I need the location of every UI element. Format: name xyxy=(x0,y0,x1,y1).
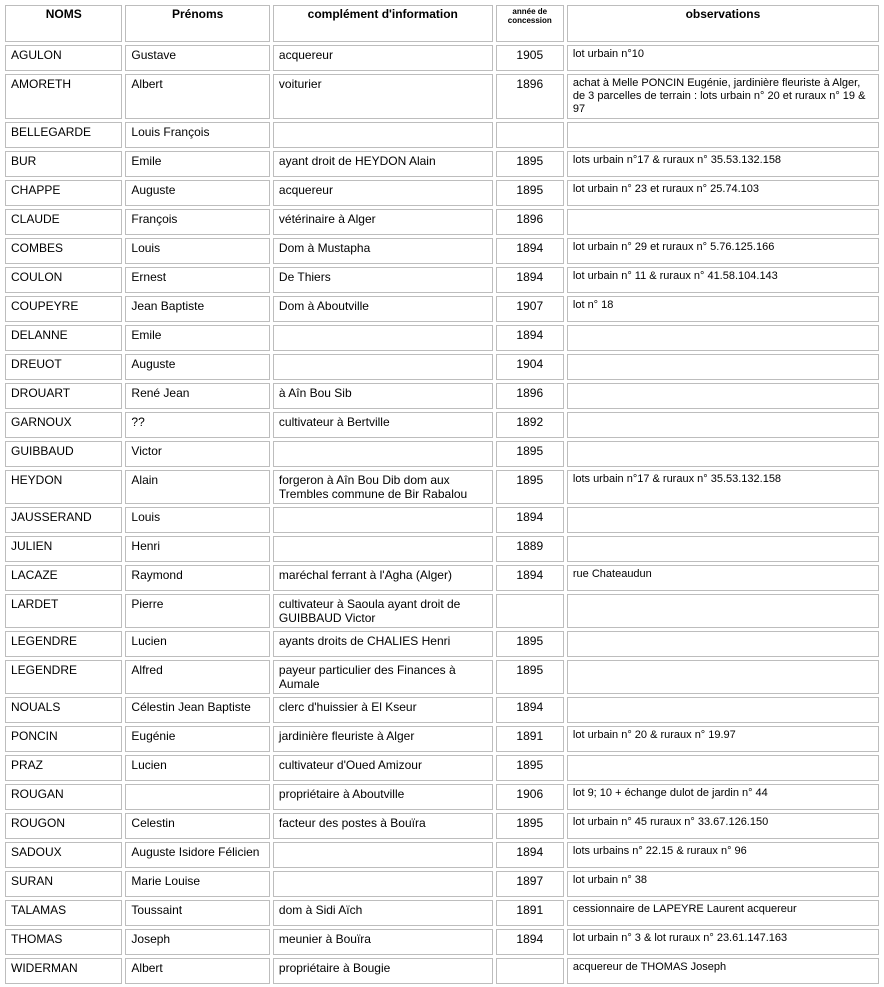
table-row xyxy=(5,813,879,839)
cell-annee: 1894 xyxy=(496,697,564,723)
cell-annee: 1894 xyxy=(496,238,564,264)
table-row xyxy=(5,180,879,206)
cell-prenom: René Jean xyxy=(125,383,270,409)
cell-nom: SADOUX xyxy=(5,842,122,868)
cell-prenom: Lucien xyxy=(125,631,270,657)
cell-nom: CLAUDE xyxy=(5,209,122,235)
cell-nom: TALAMAS xyxy=(5,900,122,926)
cell-observations: lot urbain n° 29 et ruraux n° 5.76.125.166 xyxy=(567,238,879,264)
cell-complement: voiturier xyxy=(273,74,493,119)
cell-prenom: ?? xyxy=(125,412,270,438)
table-row xyxy=(5,697,879,723)
cell-observations xyxy=(567,594,879,628)
cell-annee: 1891 xyxy=(496,900,564,926)
cell-nom: LEGENDRE xyxy=(5,631,122,657)
table-row xyxy=(5,871,879,897)
cell-complement: cultivateur à Bertville xyxy=(273,412,493,438)
cell-prenom: Célestin Jean Baptiste xyxy=(125,697,270,723)
cell-nom: COULON xyxy=(5,267,122,293)
cell-complement: De Thiers xyxy=(273,267,493,293)
cell-complement: maréchal ferrant à l'Agha (Alger) xyxy=(273,565,493,591)
cell-complement: vétérinaire à Alger xyxy=(273,209,493,235)
cell-observations: lot 9; 10 + échange dulot de jardin n° 44 xyxy=(567,784,879,810)
cell-prenom: Louis François xyxy=(125,122,270,148)
cell-complement xyxy=(273,842,493,868)
cell-observations xyxy=(567,354,879,380)
cell-observations xyxy=(567,631,879,657)
cell-complement: acquereur xyxy=(273,180,493,206)
cell-nom: DREUOT xyxy=(5,354,122,380)
cell-annee: 1896 xyxy=(496,383,564,409)
cell-observations: lot urbain n° 11 & ruraux n° 41.58.104.143 xyxy=(567,267,879,293)
cell-annee: 1895 xyxy=(496,813,564,839)
cell-nom: PRAZ xyxy=(5,755,122,781)
cell-annee: 1895 xyxy=(496,151,564,177)
cell-annee: 1897 xyxy=(496,871,564,897)
table-row xyxy=(5,296,879,322)
cell-complement xyxy=(273,354,493,380)
cell-observations xyxy=(567,507,879,533)
cell-observations xyxy=(567,536,879,562)
cell-nom: GUIBBAUD xyxy=(5,441,122,467)
table-row xyxy=(5,755,879,781)
cell-complement xyxy=(273,871,493,897)
cell-prenom: Joseph xyxy=(125,929,270,955)
cell-nom: LARDET xyxy=(5,594,122,628)
cell-annee xyxy=(496,958,564,984)
table-row xyxy=(5,354,879,380)
cell-complement: forgeron à Aîn Bou Dib dom aux Trembles commune de Bir Rabalou xyxy=(273,470,493,504)
cell-complement: ayant droit de HEYDON Alain xyxy=(273,151,493,177)
cell-observations: lot urbain n° 23 et ruraux n° 25.74.103 xyxy=(567,180,879,206)
table-row xyxy=(5,470,879,504)
header-complement: complément d'information xyxy=(273,5,493,42)
cell-prenom: Marie Louise xyxy=(125,871,270,897)
concession-table xyxy=(2,2,882,987)
cell-prenom: Auguste xyxy=(125,180,270,206)
header-annee: année de concession xyxy=(496,5,564,42)
table-row xyxy=(5,45,879,71)
cell-observations: lots urbain n°17 & ruraux n° 35.53.132.158 xyxy=(567,151,879,177)
table-row xyxy=(5,441,879,467)
table-header xyxy=(5,5,879,42)
table-body xyxy=(5,45,879,984)
cell-annee: 1895 xyxy=(496,441,564,467)
table-row xyxy=(5,412,879,438)
cell-prenom: Albert xyxy=(125,958,270,984)
cell-complement: propriétaire à Aboutville xyxy=(273,784,493,810)
cell-observations: lot urbain n°10 xyxy=(567,45,879,71)
cell-prenom: Gustave xyxy=(125,45,270,71)
cell-nom: ROUGON xyxy=(5,813,122,839)
cell-complement: Dom à Mustapha xyxy=(273,238,493,264)
cell-nom: THOMAS xyxy=(5,929,122,955)
table-row xyxy=(5,536,879,562)
cell-nom: PONCIN xyxy=(5,726,122,752)
cell-prenom: Victor xyxy=(125,441,270,467)
cell-complement: dom à Sidi Aïch xyxy=(273,900,493,926)
cell-observations xyxy=(567,697,879,723)
cell-annee: 1896 xyxy=(496,209,564,235)
cell-annee: 1889 xyxy=(496,536,564,562)
cell-nom: CHAPPE xyxy=(5,180,122,206)
cell-observations xyxy=(567,755,879,781)
cell-prenom: Pierre xyxy=(125,594,270,628)
cell-observations: lot n° 18 xyxy=(567,296,879,322)
table-row xyxy=(5,631,879,657)
cell-observations: lot urbain n° 20 & ruraux n° 19.97 xyxy=(567,726,879,752)
cell-nom: DROUART xyxy=(5,383,122,409)
cell-complement: cultivateur à Saoula ayant droit de GUIBBAUD Victor xyxy=(273,594,493,628)
cell-prenom: Alain xyxy=(125,470,270,504)
cell-nom: COMBES xyxy=(5,238,122,264)
cell-observations: acquereur de THOMAS Joseph xyxy=(567,958,879,984)
cell-observations: achat à Melle PONCIN Eugénie, jardinière fleuriste à Alger, de 3 parcelles de terrain : lots urbain n° 20 et ruraux n° 19 & 97 xyxy=(567,74,879,119)
cell-observations xyxy=(567,122,879,148)
cell-observations: rue Chateaudun xyxy=(567,565,879,591)
cell-prenom: Toussaint xyxy=(125,900,270,926)
cell-complement: payeur particulier des Finances à Aumale xyxy=(273,660,493,694)
table-row xyxy=(5,726,879,752)
table-row xyxy=(5,507,879,533)
cell-annee: 1895 xyxy=(496,180,564,206)
cell-annee xyxy=(496,594,564,628)
cell-prenom xyxy=(125,784,270,810)
cell-complement xyxy=(273,441,493,467)
cell-prenom: Henri xyxy=(125,536,270,562)
cell-observations xyxy=(567,325,879,351)
cell-observations xyxy=(567,209,879,235)
cell-observations xyxy=(567,383,879,409)
cell-complement: cultivateur d'Oued Amizour xyxy=(273,755,493,781)
table-row xyxy=(5,122,879,148)
cell-complement xyxy=(273,325,493,351)
cell-nom: BELLEGARDE xyxy=(5,122,122,148)
cell-annee: 1894 xyxy=(496,507,564,533)
cell-observations xyxy=(567,441,879,467)
table-row xyxy=(5,660,879,694)
cell-nom: DELANNE xyxy=(5,325,122,351)
cell-annee: 1894 xyxy=(496,565,564,591)
cell-annee: 1907 xyxy=(496,296,564,322)
cell-prenom: Albert xyxy=(125,74,270,119)
table-row xyxy=(5,267,879,293)
cell-complement: jardinière fleuriste à Alger xyxy=(273,726,493,752)
cell-nom: AMORETH xyxy=(5,74,122,119)
cell-prenom: Louis xyxy=(125,238,270,264)
cell-complement xyxy=(273,122,493,148)
cell-annee: 1895 xyxy=(496,631,564,657)
header-noms: NOMS xyxy=(5,5,122,42)
table-row xyxy=(5,565,879,591)
cell-nom: HEYDON xyxy=(5,470,122,504)
cell-observations xyxy=(567,660,879,694)
cell-prenom: Celestin xyxy=(125,813,270,839)
cell-complement: clerc d'huissier à El Kseur xyxy=(273,697,493,723)
table-row xyxy=(5,929,879,955)
cell-observations: lot urbain n° 3 & lot ruraux n° 23.61.147.163 xyxy=(567,929,879,955)
header-row xyxy=(5,5,879,42)
header-prenoms: Prénoms xyxy=(125,5,270,42)
cell-annee: 1894 xyxy=(496,267,564,293)
cell-complement: ayants droits de CHALIES Henri xyxy=(273,631,493,657)
cell-complement xyxy=(273,507,493,533)
cell-annee: 1905 xyxy=(496,45,564,71)
cell-annee: 1895 xyxy=(496,755,564,781)
cell-prenom: Raymond xyxy=(125,565,270,591)
table-row xyxy=(5,209,879,235)
cell-prenom: Ernest xyxy=(125,267,270,293)
table-row xyxy=(5,238,879,264)
cell-annee: 1896 xyxy=(496,74,564,119)
cell-observations: cessionnaire de LAPEYRE Laurent acquereur xyxy=(567,900,879,926)
cell-prenom: Louis xyxy=(125,507,270,533)
table-row xyxy=(5,594,879,628)
cell-nom: NOUALS xyxy=(5,697,122,723)
cell-observations: lot urbain n° 38 xyxy=(567,871,879,897)
cell-complement: Dom à Aboutville xyxy=(273,296,493,322)
cell-nom: AGULON xyxy=(5,45,122,71)
cell-annee: 1895 xyxy=(496,660,564,694)
cell-nom: COUPEYRE xyxy=(5,296,122,322)
table-row xyxy=(5,325,879,351)
cell-prenom: Auguste xyxy=(125,354,270,380)
table-row xyxy=(5,383,879,409)
cell-prenom: Lucien xyxy=(125,755,270,781)
table-row xyxy=(5,784,879,810)
cell-annee: 1892 xyxy=(496,412,564,438)
cell-observations: lot urbain n° 45 ruraux n° 33.67.126.150 xyxy=(567,813,879,839)
cell-annee: 1894 xyxy=(496,929,564,955)
cell-prenom: François xyxy=(125,209,270,235)
cell-complement xyxy=(273,536,493,562)
cell-nom: LACAZE xyxy=(5,565,122,591)
header-observations: observations xyxy=(567,5,879,42)
cell-annee: 1891 xyxy=(496,726,564,752)
cell-complement: meunier à Bouïra xyxy=(273,929,493,955)
cell-complement: acquereur xyxy=(273,45,493,71)
cell-prenom: Emile xyxy=(125,151,270,177)
table-row xyxy=(5,900,879,926)
cell-nom: LEGENDRE xyxy=(5,660,122,694)
cell-nom: JAUSSERAND xyxy=(5,507,122,533)
cell-complement: propriétaire à Bougie xyxy=(273,958,493,984)
cell-nom: BUR xyxy=(5,151,122,177)
cell-prenom: Jean Baptiste xyxy=(125,296,270,322)
cell-prenom: Eugénie xyxy=(125,726,270,752)
cell-annee: 1894 xyxy=(496,325,564,351)
cell-nom: WIDERMAN xyxy=(5,958,122,984)
cell-annee: 1904 xyxy=(496,354,564,380)
cell-annee: 1894 xyxy=(496,842,564,868)
cell-complement: à Aîn Bou Sib xyxy=(273,383,493,409)
table-row xyxy=(5,74,879,119)
cell-observations xyxy=(567,412,879,438)
table-row xyxy=(5,958,879,984)
cell-nom: SURAN xyxy=(5,871,122,897)
cell-complement: facteur des postes à Bouïra xyxy=(273,813,493,839)
cell-prenom: Alfred xyxy=(125,660,270,694)
cell-prenom: Auguste Isidore Félicien xyxy=(125,842,270,868)
cell-prenom: Emile xyxy=(125,325,270,351)
cell-observations: lots urbains n° 22.15 & ruraux n° 96 xyxy=(567,842,879,868)
cell-annee: 1895 xyxy=(496,470,564,504)
table-row xyxy=(5,151,879,177)
cell-nom: JULIEN xyxy=(5,536,122,562)
table-row xyxy=(5,842,879,868)
cell-annee xyxy=(496,122,564,148)
cell-observations: lots urbain n°17 & ruraux n° 35.53.132.158 xyxy=(567,470,879,504)
cell-nom: GARNOUX xyxy=(5,412,122,438)
cell-annee: 1906 xyxy=(496,784,564,810)
cell-nom: ROUGAN xyxy=(5,784,122,810)
